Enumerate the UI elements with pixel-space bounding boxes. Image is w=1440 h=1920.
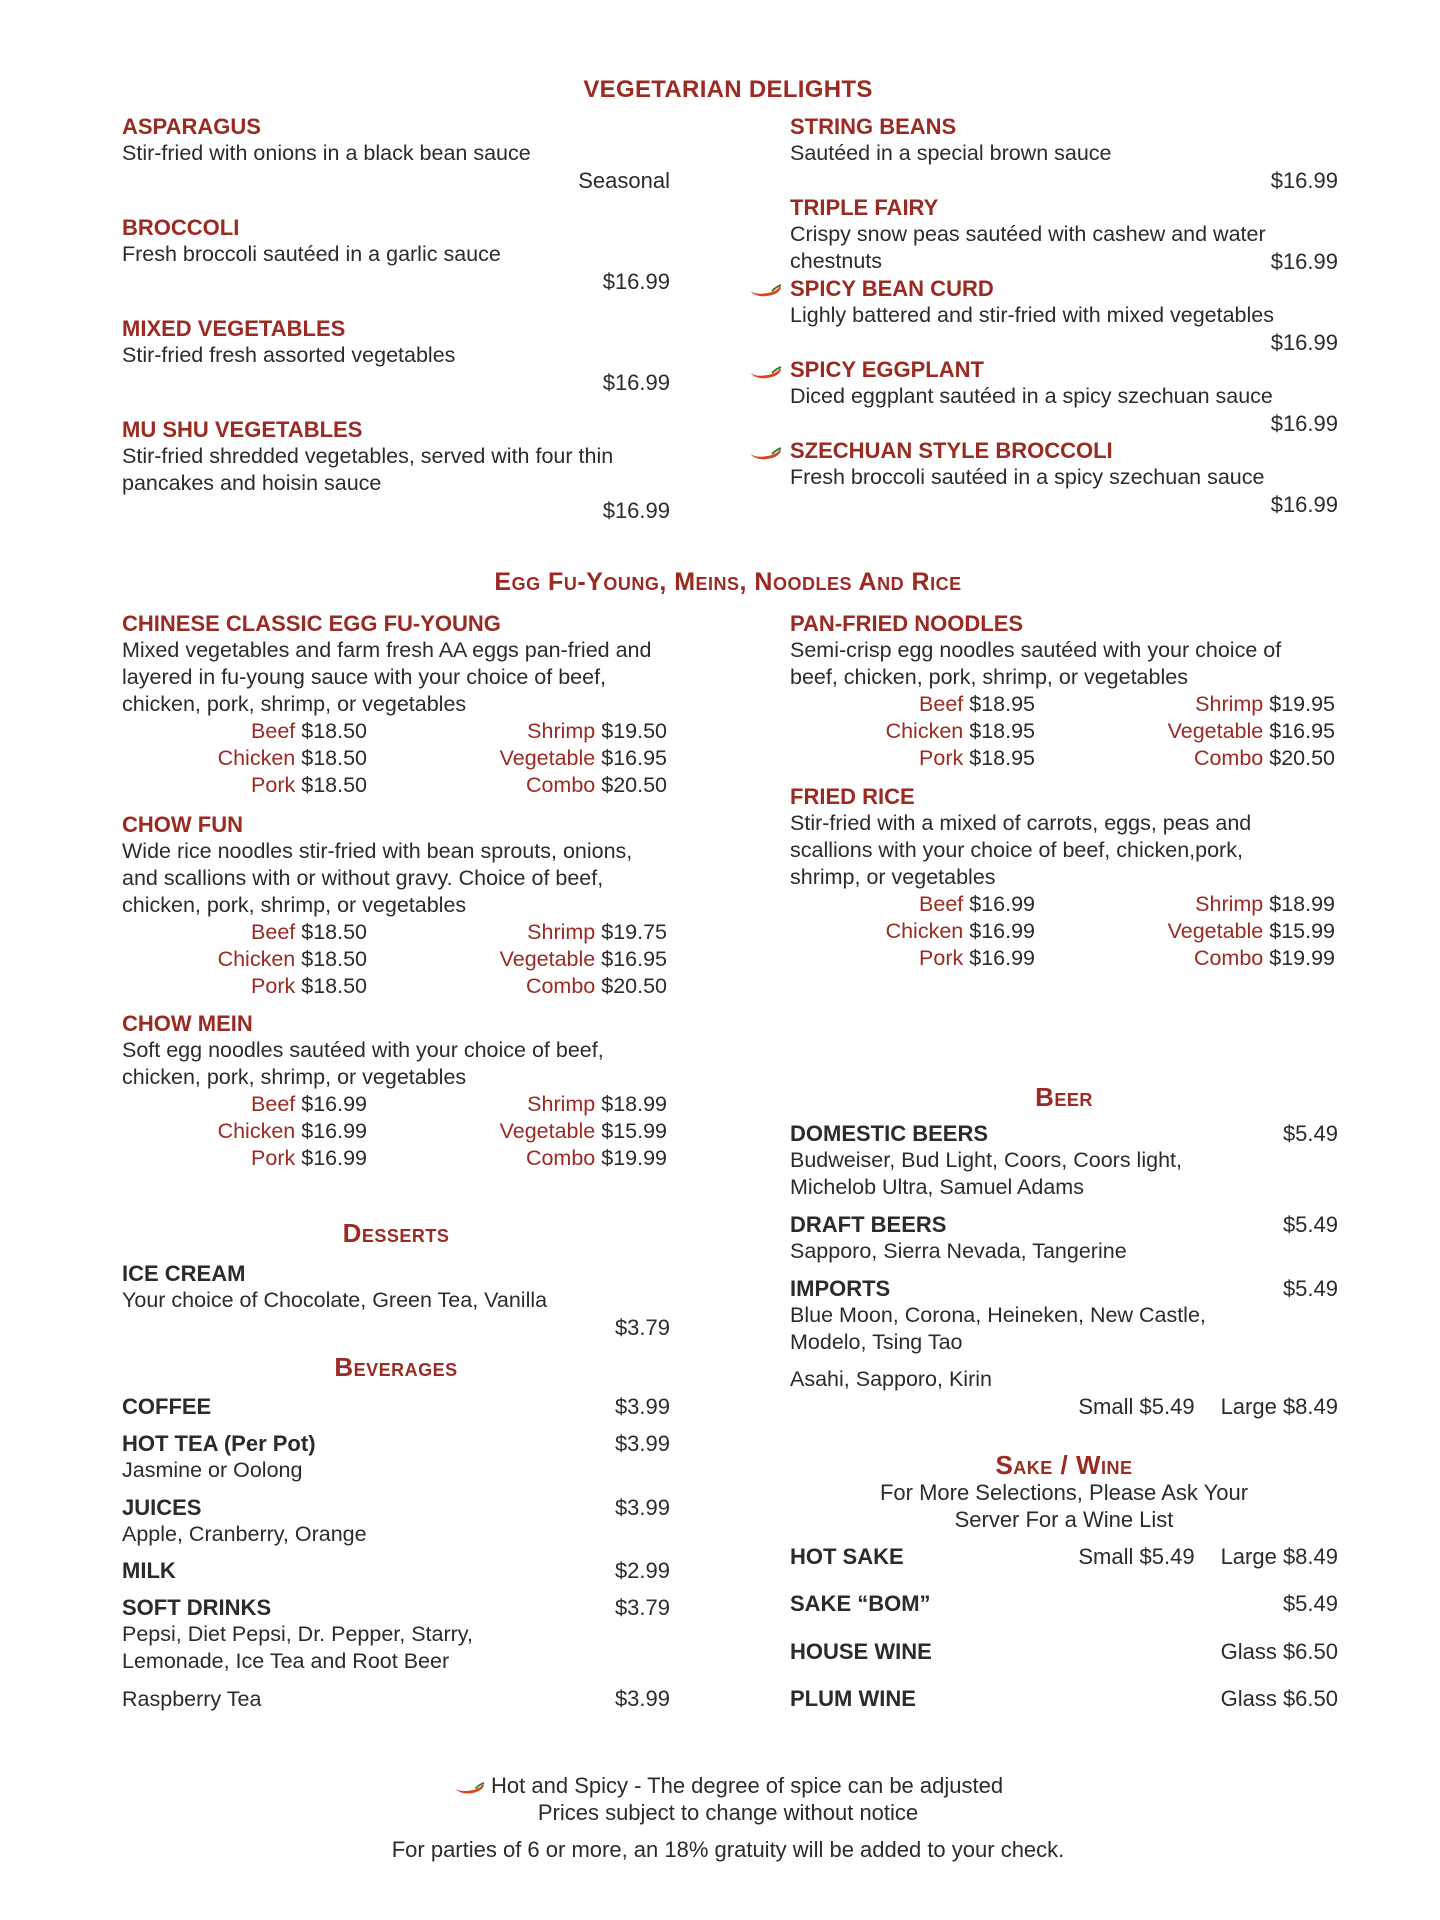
price-value: $20.50 bbox=[601, 773, 667, 797]
item-name: DRAFT BEERS bbox=[790, 1212, 947, 1237]
footer bbox=[0, 1772, 1440, 1863]
item-desc: Mixed vegetables and farm fresh AA eggs pan-fried and layered in fu-young sauce with your choice of beef, chicken, pork, shrimp, or vegetables bbox=[122, 638, 652, 716]
price-value: $16.99 bbox=[301, 1146, 367, 1170]
price-label: Beef bbox=[919, 892, 964, 916]
note-line: For More Selections, Please Ask Your bbox=[879, 1480, 1249, 1505]
item-desc: Lighly battered and stir-fried with mixed vegetables bbox=[790, 303, 1275, 327]
item-name: STRING BEANS bbox=[790, 114, 957, 139]
item-name: SPICY BEAN CURD bbox=[790, 276, 994, 301]
price-label: Combo bbox=[1193, 946, 1264, 970]
item-name: CHOW MEIN bbox=[122, 1011, 253, 1036]
item-name: FRIED RICE bbox=[790, 784, 915, 809]
price-label: Pork bbox=[251, 974, 296, 998]
price-label: Shrimp bbox=[527, 1092, 596, 1116]
price-value: $18.50 bbox=[301, 947, 367, 971]
menu-item-chow-fun bbox=[122, 811, 670, 1000]
item-desc: Semi-crisp egg noodles sautéed with your choice of beef, chicken, pork, shrimp, or vegetables bbox=[790, 638, 1282, 689]
price-value: $19.99 bbox=[1269, 946, 1335, 970]
item-name: JUICES bbox=[122, 1495, 202, 1520]
item-price: $16.99 bbox=[602, 498, 670, 523]
spicy-text: Hot and Spicy - The degree of spice can be adjusted bbox=[491, 1773, 1004, 1798]
price-value: $19.95 bbox=[1269, 692, 1335, 716]
price-label: Beef bbox=[251, 920, 296, 944]
beverage-milk bbox=[122, 1557, 670, 1584]
item-name: COFFEE bbox=[122, 1394, 212, 1419]
price-label: Chicken bbox=[885, 719, 964, 743]
price-value: $16.95 bbox=[601, 746, 667, 770]
price-value: $16.99 bbox=[301, 1092, 367, 1116]
section-title-sake-wine: Sake / Wine bbox=[995, 1450, 1133, 1480]
item-price: $3.79 bbox=[614, 1595, 670, 1620]
price-value: $20.50 bbox=[601, 974, 667, 998]
item-name: ASPARAGUS bbox=[122, 114, 261, 139]
menu-item-asparagus bbox=[122, 113, 670, 194]
menu-item-mu-shu-vegetables bbox=[122, 416, 670, 524]
price-value: $19.75 bbox=[601, 920, 667, 944]
drink-plum-wine bbox=[790, 1685, 1338, 1712]
item-name: MU SHU VEGETABLES bbox=[122, 417, 363, 442]
menu-item-ice-cream bbox=[122, 1260, 670, 1341]
item-price: $5.49 bbox=[1282, 1121, 1338, 1146]
price-value: $18.99 bbox=[601, 1092, 667, 1116]
section-title-beer: Beer bbox=[1035, 1082, 1093, 1112]
price-large: Large $8.49 bbox=[1220, 1544, 1338, 1569]
item-desc: Stir-fried with onions in a black bean sauce bbox=[122, 141, 531, 165]
item-name: HOUSE WINE bbox=[790, 1639, 932, 1664]
item-price: $3.99 bbox=[614, 1686, 670, 1711]
price-value: $15.99 bbox=[601, 1119, 667, 1143]
menu-item-string-beans bbox=[790, 113, 1338, 194]
menu-item-egg-fu-young bbox=[122, 610, 670, 799]
item-price: $16.99 bbox=[602, 370, 670, 395]
price-value: $15.99 bbox=[1269, 919, 1335, 943]
item-desc: Fresh broccoli sautéed in a spicy szechuan sauce bbox=[790, 465, 1265, 489]
item-desc: Soft egg noodles sautéed with your choice of beef, chicken, pork, shrimp, or vegetables bbox=[122, 1038, 604, 1089]
price-large: Large $8.49 bbox=[1220, 1394, 1338, 1419]
item-desc: Blue Moon, Corona, Heineken, New Castle, Modelo, Tsing Tao bbox=[790, 1303, 1206, 1354]
price-label: Combo bbox=[525, 974, 596, 998]
price-label: Vegetable bbox=[1167, 919, 1264, 943]
chili-icon bbox=[748, 282, 782, 298]
price-label: Combo bbox=[525, 1146, 596, 1170]
item-desc: Your choice of Chocolate, Green Tea, Vanilla bbox=[122, 1288, 548, 1312]
item-desc: Jasmine or Oolong bbox=[122, 1458, 303, 1482]
item-desc: Wide rice noodles stir-fried with bean sprouts, onions, and scallions with or without gravy. Choice of beef, chicken, pork, shrimp, or vegetables bbox=[122, 839, 633, 917]
item-name: HOT TEA (Per Pot) bbox=[122, 1431, 316, 1456]
item-name: PLUM WINE bbox=[790, 1686, 916, 1711]
price-label: Beef bbox=[251, 1092, 296, 1116]
item-desc: Stir-fried fresh assorted vegetables bbox=[122, 343, 456, 367]
item-price: $16.99 bbox=[602, 269, 670, 294]
price-small: Small $5.49 bbox=[1078, 1394, 1195, 1419]
item-name: SAKE “BOM” bbox=[790, 1591, 931, 1616]
item-desc: Apple, Cranberry, Orange bbox=[122, 1522, 367, 1546]
item-price: $3.99 bbox=[614, 1495, 670, 1520]
price-label: Beef bbox=[919, 692, 964, 716]
menu-item-chow-mein bbox=[122, 1010, 670, 1172]
section-title-vegetarian: VEGETARIAN DELIGHTS bbox=[583, 76, 873, 103]
beverage-soft-drinks bbox=[122, 1594, 670, 1675]
beer-draft bbox=[790, 1211, 1338, 1265]
price-label: Vegetable bbox=[499, 1119, 596, 1143]
item-price: $2.99 bbox=[614, 1558, 670, 1583]
chili-icon bbox=[748, 445, 782, 461]
menu-item-szechuan-style-broccoli bbox=[790, 437, 1338, 518]
price-value: $19.50 bbox=[601, 719, 667, 743]
price-value: $18.50 bbox=[301, 920, 367, 944]
item-price: $3.99 bbox=[614, 1394, 670, 1419]
menu-item-mixed-vegetables bbox=[122, 315, 670, 396]
price-small: Small $5.49 bbox=[1078, 1544, 1195, 1569]
section-title-desserts: Desserts bbox=[342, 1218, 450, 1248]
price-label: Pork bbox=[251, 773, 296, 797]
item-price: $16.99 bbox=[1270, 492, 1338, 517]
price-label: Vegetable bbox=[1167, 719, 1264, 743]
drink-hot-sake bbox=[790, 1543, 1338, 1570]
price-grid bbox=[122, 919, 670, 1000]
item-name: HOT SAKE bbox=[790, 1544, 904, 1569]
footer-spicy-note bbox=[0, 1772, 1440, 1799]
price-value: $19.99 bbox=[601, 1146, 667, 1170]
item-desc: Sautéed in a special brown sauce bbox=[790, 141, 1112, 165]
item-price: Seasonal bbox=[578, 168, 670, 193]
price-label: Chicken bbox=[217, 746, 296, 770]
item-price: $5.49 bbox=[1282, 1591, 1338, 1616]
price-value: $16.99 bbox=[301, 1119, 367, 1143]
item-name: MILK bbox=[122, 1558, 176, 1583]
menu-item-spicy-bean-curd bbox=[790, 275, 1338, 356]
sake-note bbox=[790, 1479, 1338, 1533]
price-value: $16.95 bbox=[1269, 719, 1335, 743]
price-grid bbox=[790, 691, 1338, 772]
section-title-beverages: Beverages bbox=[334, 1352, 458, 1382]
item-price: $16.99 bbox=[1270, 330, 1338, 355]
price-label: Chicken bbox=[217, 1119, 296, 1143]
beer-domestic bbox=[790, 1120, 1338, 1201]
item-name: DOMESTIC BEERS bbox=[790, 1121, 989, 1146]
item-name: ICE CREAM bbox=[122, 1261, 246, 1286]
item-name: BROCCOLI bbox=[122, 215, 240, 240]
price-value: $20.50 bbox=[1269, 746, 1335, 770]
drink-house-wine bbox=[790, 1638, 1338, 1665]
price-grid bbox=[122, 1091, 670, 1172]
item-desc: Stir-fried shredded vegetables, served with four thin pancakes and hoisin sauce bbox=[122, 444, 614, 495]
item-desc: Budweiser, Bud Light, Coors, Coors light, Michelob Ultra, Samuel Adams bbox=[790, 1148, 1182, 1199]
price-value: $18.95 bbox=[969, 692, 1035, 716]
item-price: $5.49 bbox=[1282, 1212, 1338, 1237]
item-price: $3.99 bbox=[614, 1431, 670, 1456]
price-label: Chicken bbox=[217, 947, 296, 971]
section-title-egg-fu-young: Egg Fu-Young, Meins, Noodles And Rice bbox=[494, 568, 962, 596]
beverage-hot-tea bbox=[122, 1430, 670, 1484]
item-name: SZECHUAN STYLE BROCCOLI bbox=[790, 438, 1113, 463]
item-price: $16.99 bbox=[1270, 411, 1338, 436]
price-value: $18.99 bbox=[1269, 892, 1335, 916]
item-name: CHOW FUN bbox=[122, 812, 243, 837]
item-name: SPICY EGGPLANT bbox=[790, 357, 984, 382]
item-desc: Diced eggplant sautéed in a spicy szechuan sauce bbox=[790, 384, 1273, 408]
menu-item-triple-fairy bbox=[790, 194, 1338, 275]
footer-prices-note: Prices subject to change without notice bbox=[537, 1800, 919, 1825]
price-label: Combo bbox=[525, 773, 596, 797]
price-label: Vegetable bbox=[499, 746, 596, 770]
item-name: TRIPLE FAIRY bbox=[790, 195, 939, 220]
beverage-raspberry-tea bbox=[122, 1685, 670, 1713]
item-desc: Pepsi, Diet Pepsi, Dr. Pepper, Starry, Lemonade, Ice Tea and Root Beer bbox=[122, 1622, 473, 1673]
price-label: Pork bbox=[919, 746, 964, 770]
item-name: SOFT DRINKS bbox=[122, 1595, 272, 1620]
price-label: Combo bbox=[1193, 746, 1264, 770]
price-grid bbox=[790, 891, 1338, 972]
beverage-coffee bbox=[122, 1393, 670, 1420]
menu-item-fried-rice bbox=[790, 783, 1338, 972]
menu-item-spicy-eggplant bbox=[790, 356, 1338, 437]
price-value: $18.50 bbox=[301, 746, 367, 770]
item-price: $3.79 bbox=[614, 1315, 670, 1340]
price-label: Shrimp bbox=[1195, 892, 1264, 916]
price-label: Pork bbox=[251, 1146, 296, 1170]
price-value: $16.99 bbox=[969, 892, 1035, 916]
price-value: $16.99 bbox=[969, 946, 1035, 970]
item-desc: Stir-fried with a mixed of carrots, eggs, peas and scallions with your choice of beef, chicken,pork, shrimp, or vegetables bbox=[790, 811, 1252, 889]
item-name: MIXED VEGETABLES bbox=[122, 316, 346, 341]
price-label: Shrimp bbox=[527, 920, 596, 944]
price-value: $18.95 bbox=[969, 719, 1035, 743]
chili-icon bbox=[748, 364, 782, 380]
price-value: $18.50 bbox=[301, 974, 367, 998]
item-desc: Crispy snow peas sautéed with cashew and water chestnuts bbox=[790, 222, 1266, 273]
chili-icon bbox=[453, 1780, 485, 1795]
beer-imports bbox=[790, 1275, 1338, 1356]
item-name: Raspberry Tea bbox=[122, 1687, 262, 1711]
item-price: $16.99 bbox=[1270, 168, 1338, 193]
footer-gratuity-note: For parties of 6 or more, an 18% gratuity will be added to your check. bbox=[391, 1837, 1065, 1862]
item-price: $16.99 bbox=[1270, 249, 1338, 274]
note-line: Server For a Wine List bbox=[954, 1507, 1174, 1532]
price-value: $16.95 bbox=[601, 947, 667, 971]
price-label: Shrimp bbox=[527, 719, 596, 743]
item-name: PAN-FRIED NOODLES bbox=[790, 611, 1024, 636]
price-label: Pork bbox=[919, 946, 964, 970]
beverage-juices bbox=[122, 1494, 670, 1548]
drink-sake-bom bbox=[790, 1590, 1338, 1617]
item-desc: Sapporo, Sierra Nevada, Tangerine bbox=[790, 1239, 1127, 1263]
item-desc: Asahi, Sapporo, Kirin bbox=[790, 1367, 992, 1391]
price-value: $18.95 bbox=[969, 746, 1035, 770]
price-value: $18.50 bbox=[301, 719, 367, 743]
menu-item-broccoli bbox=[122, 214, 670, 295]
price-grid bbox=[122, 718, 670, 799]
beer-japanese bbox=[790, 1366, 1338, 1420]
item-price: Glass $6.50 bbox=[1220, 1639, 1338, 1664]
item-desc: Fresh broccoli sautéed in a garlic sauce bbox=[122, 242, 501, 266]
item-name: IMPORTS bbox=[790, 1276, 891, 1301]
price-label: Vegetable bbox=[499, 947, 596, 971]
price-label: Shrimp bbox=[1195, 692, 1264, 716]
item-price: Glass $6.50 bbox=[1220, 1686, 1338, 1711]
menu-item-pan-fried-noodles bbox=[790, 610, 1338, 772]
item-price: $5.49 bbox=[1282, 1276, 1338, 1301]
price-label: Chicken bbox=[885, 919, 964, 943]
price-label: Beef bbox=[251, 719, 296, 743]
item-name: CHINESE CLASSIC EGG FU-YOUNG bbox=[122, 611, 501, 636]
price-value: $16.99 bbox=[969, 919, 1035, 943]
price-value: $18.50 bbox=[301, 773, 367, 797]
